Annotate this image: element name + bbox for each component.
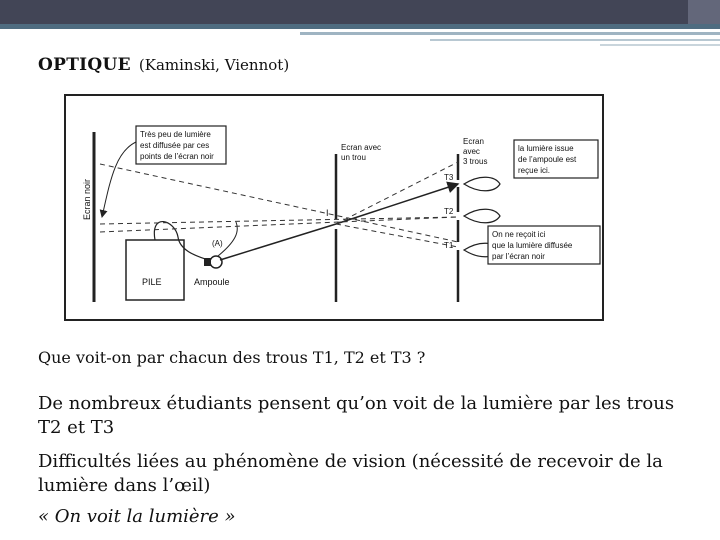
paragraph-2: Difficultés liées au phénomène de vision (nécessité de recevoir de la lumière dans l’œil) (38, 451, 663, 496)
callout-top-right-line-1: la lumière issue (518, 144, 574, 153)
dashed-ray-4 (336, 224, 458, 247)
eye-T2 (464, 209, 500, 223)
header-rule (0, 24, 720, 29)
callout-bottom-right-line-1: On ne reçoit ici (492, 230, 546, 239)
callout-bottom-right-line-2: que la lumière diffusée (492, 241, 573, 250)
label-ecran-noir: Ecran noir (82, 178, 92, 220)
bulb-socket (204, 258, 211, 266)
slide-title-authors: (Kaminski, Viennot) (138, 56, 290, 74)
label-ecran-3trous-1: Ecran (463, 137, 484, 146)
callout-left-line-3: points de l’écran noir (140, 152, 214, 161)
callout-left-pointer (102, 142, 136, 217)
callout-left-line-1: Très peu de lumière (140, 130, 211, 139)
header-rule-thin-3 (600, 44, 720, 46)
callout-top-right-line-2: de l’ampoule est (518, 155, 577, 164)
callout-left-line-2: est diffusée par ces (140, 141, 210, 150)
label-I: I (326, 208, 329, 218)
callout-top-right-line-3: reçue ici. (518, 166, 551, 175)
dashed-ray-1 (100, 164, 458, 242)
label-T2: T2 (444, 207, 454, 216)
eye-T3 (464, 177, 500, 191)
paragraph-1: De nombreux étudiants pensent qu’on voit de la lumière par les trous T2 et T3 (38, 393, 675, 438)
label-ecran-3trous-3: 3 trous (463, 157, 488, 166)
question-text: Que voit-on par chacun des trous T1, T2 et T3 ? (38, 348, 426, 367)
label-pile: PILE (142, 277, 162, 287)
optics-diagram (60, 92, 610, 332)
slide-title-main: OPTIQUE (38, 55, 131, 75)
title-bar (0, 0, 720, 24)
slide-title (38, 55, 289, 75)
label-T1: T1 (444, 241, 454, 250)
label-ecran-3trous-2: avec (463, 147, 480, 156)
label-T3: T3 (444, 173, 454, 182)
label-ampoule: Ampoule (194, 277, 230, 287)
label-ecran-trou-2: un trou (341, 153, 366, 162)
dashed-ray-5 (336, 162, 458, 224)
dashed-ray-3 (100, 217, 458, 232)
title-bar-accent (688, 0, 720, 24)
battery (126, 240, 184, 300)
header-rule-thin-2 (430, 39, 720, 41)
dashed-ray-2 (100, 217, 458, 224)
label-A: (A) (212, 239, 223, 248)
header-rule-thin (300, 32, 720, 35)
label-ecran-trou-1: Ecran avec (341, 143, 382, 152)
paragraph-3: « On voit la lumière » (38, 506, 236, 527)
bulb (210, 256, 222, 268)
callout-bottom-right-line-3: par l’écran noir (492, 252, 545, 261)
